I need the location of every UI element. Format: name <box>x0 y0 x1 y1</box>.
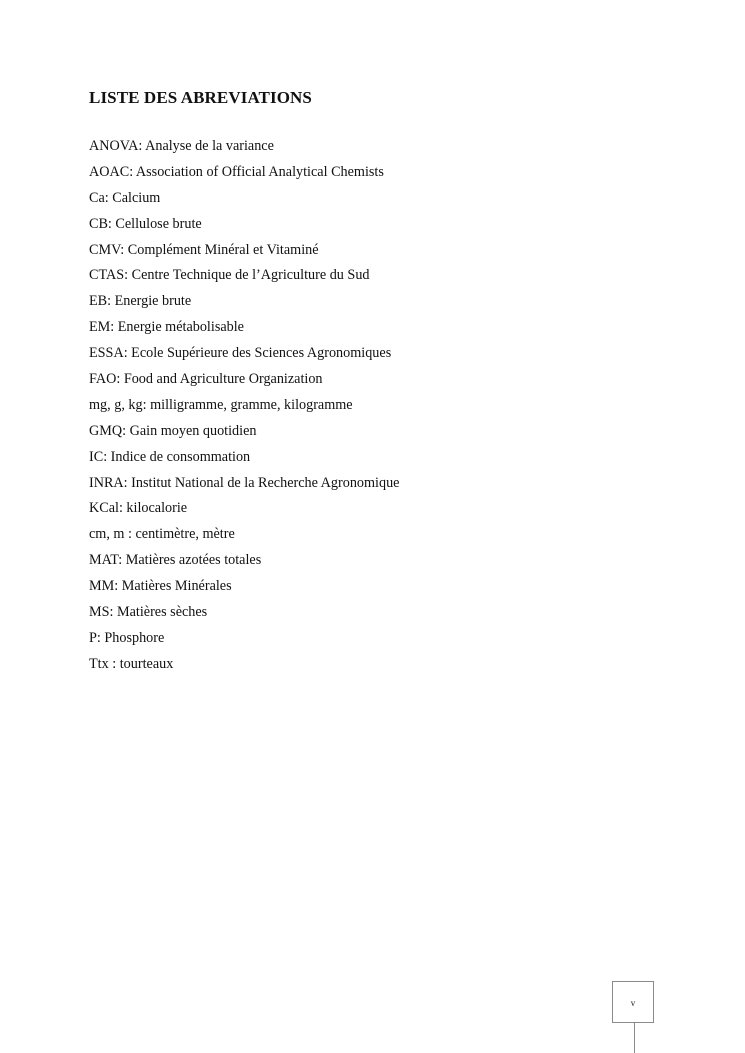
abbreviation-item: ANOVA: Analyse de la variance <box>89 138 274 154</box>
abbreviation-item: Ttx : tourteaux <box>89 655 174 672</box>
abbreviation-item: MAT: Matières azotées totales <box>89 552 262 569</box>
abbreviation-item: CB: Cellulose brute <box>89 215 202 232</box>
abbreviation-item: Ca: Calcium <box>89 189 161 206</box>
page-number: v <box>630 997 636 1008</box>
page-title: LISTE DES ABREVIATIONS <box>89 88 312 107</box>
abbreviation-item: mg, g, kg: milligramme, gramme, kilogramme <box>89 396 353 413</box>
abbreviation-item: FAO: Food and Agriculture Organization <box>89 371 323 388</box>
abbreviation-item: GMQ: Gain moyen quotidien <box>89 422 257 439</box>
abbreviation-item: MS: Matières sèches <box>89 604 208 621</box>
abbreviation-item: cm, m : centimètre, mètre <box>89 526 235 543</box>
abbreviation-item: IC: Indice de consommation <box>89 448 251 465</box>
abbreviation-item: ESSA: Ecole Supérieure des Sciences Agronomiques <box>89 345 392 362</box>
abbreviation-item: MM: Matières Minérales <box>89 578 232 595</box>
abbreviation-item: CMV: Complément Minéral et Vitaminé <box>89 241 319 258</box>
page-number-tick-line <box>634 1023 635 1053</box>
abbreviation-item: INRA: Institut National de la Recherche Agronomique <box>89 474 400 491</box>
abbreviation-item: KCal: kilocalorie <box>89 500 188 517</box>
abbreviation-list <box>89 134 399 678</box>
abbreviation-item: P: Phosphore <box>89 629 165 646</box>
abbreviation-item: EB: Energie brute <box>89 293 192 310</box>
abbreviation-item: AOAC: Association of Official Analytical Chemists <box>89 163 384 180</box>
abbreviation-item: EM: Energie métabolisable <box>89 319 244 336</box>
abbreviation-item: CTAS: Centre Technique de l’Agriculture du Sud <box>89 267 370 284</box>
page-number-box <box>612 981 654 1023</box>
